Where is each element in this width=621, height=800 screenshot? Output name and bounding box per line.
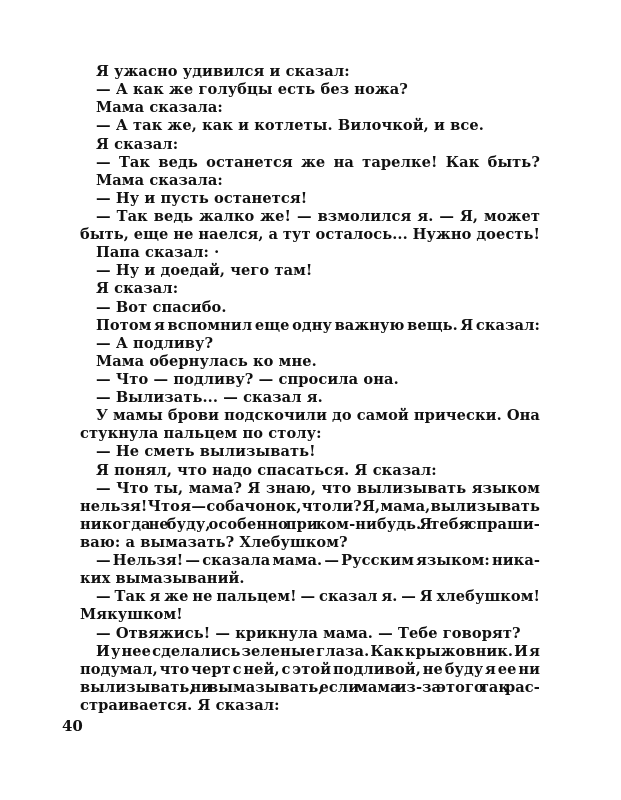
text-line: — А подливу? — [96, 334, 214, 352]
text-line: Мама сказала: — [96, 99, 223, 117]
text-line: — Не сметь вылизывать! — [96, 443, 316, 461]
text-line: Мякушком! — [80, 606, 183, 624]
text-line: Мама обернулась ко мне. — [96, 352, 317, 370]
text-line: — Что ты, мама? Я знаю, что вылизывать языком — [96, 479, 540, 497]
text-line: Папа сказал: · — [96, 244, 220, 262]
text-line: никогда не буду, особенно при ком-нибудь. Я тебя спраши- — [80, 515, 540, 533]
text-line: — А так же, как и котлеты. Вилочкой, и все. — [96, 117, 484, 135]
text-line: И у нее сделались зеленые глаза. Как крыжовник. И я — [96, 642, 541, 660]
text-line: Я понял, что надо спасаться. Я сказал: — [96, 461, 437, 479]
page-number: 40 — [62, 717, 83, 735]
text-line: Потом я вспомнил еще одну важную вещь. Я сказал: — [96, 316, 540, 334]
text-line: — Отвяжись! — крикнула мама. — Тебе говорят? — [96, 624, 521, 642]
text-line: — Вот спасибо. — [96, 298, 227, 316]
text-line: — А как же голубцы есть без ножа? — [96, 81, 408, 99]
text-line: Я ужасно удивился и сказал: — [96, 63, 350, 80]
text-line: — Нельзя! — сказала мама. — Русским языком: ника- — [96, 552, 541, 570]
text-line: — Ну и пусть останется! — [96, 189, 308, 207]
text-line: — Так я же не пальцем! — сказал я. — Я хлебушком! — [96, 588, 540, 606]
text-line: нельзя! Что я — собачонок, что ли? Я, мама, вылизывать — [80, 497, 540, 515]
text-line: ваю: а вымазать? Хлебушком? — [80, 534, 348, 551]
text-line: — Ну и доедай, чего там! — [96, 262, 313, 280]
text-line: — Вылизать... — сказал я. — [96, 389, 323, 407]
text-line: стукнула пальцем по столу: — [80, 425, 322, 443]
text-line: Я сказал: — [96, 280, 179, 298]
text-line: быть, еще не наелся, а тут осталось... Нужно доесть! — [80, 226, 541, 243]
text-line: подумал, что черт с ней, с этой подливой, не буду я ее ни — [80, 660, 541, 678]
text-line: — Что — подливу? — спросила она. — [96, 370, 399, 388]
text-line: — Так ведь жалко же! — взмолился я. — Я, может — [96, 207, 541, 225]
text-line: страивается. Я сказал: — [80, 697, 280, 714]
text-line: — Так ведь останется же на тарелке! Как быть? — [96, 153, 540, 171]
text-line: У мамы брови подскочили до самой прически. Она — [96, 407, 540, 425]
text-line: ких вымазываний. — [80, 570, 245, 588]
text-line: Мама сказала: — [96, 171, 223, 189]
text-line: Я сказал: — [96, 135, 179, 153]
text-line: вылизывать, ни вымазывать, если мама из-за этого так рас- — [80, 678, 540, 696]
